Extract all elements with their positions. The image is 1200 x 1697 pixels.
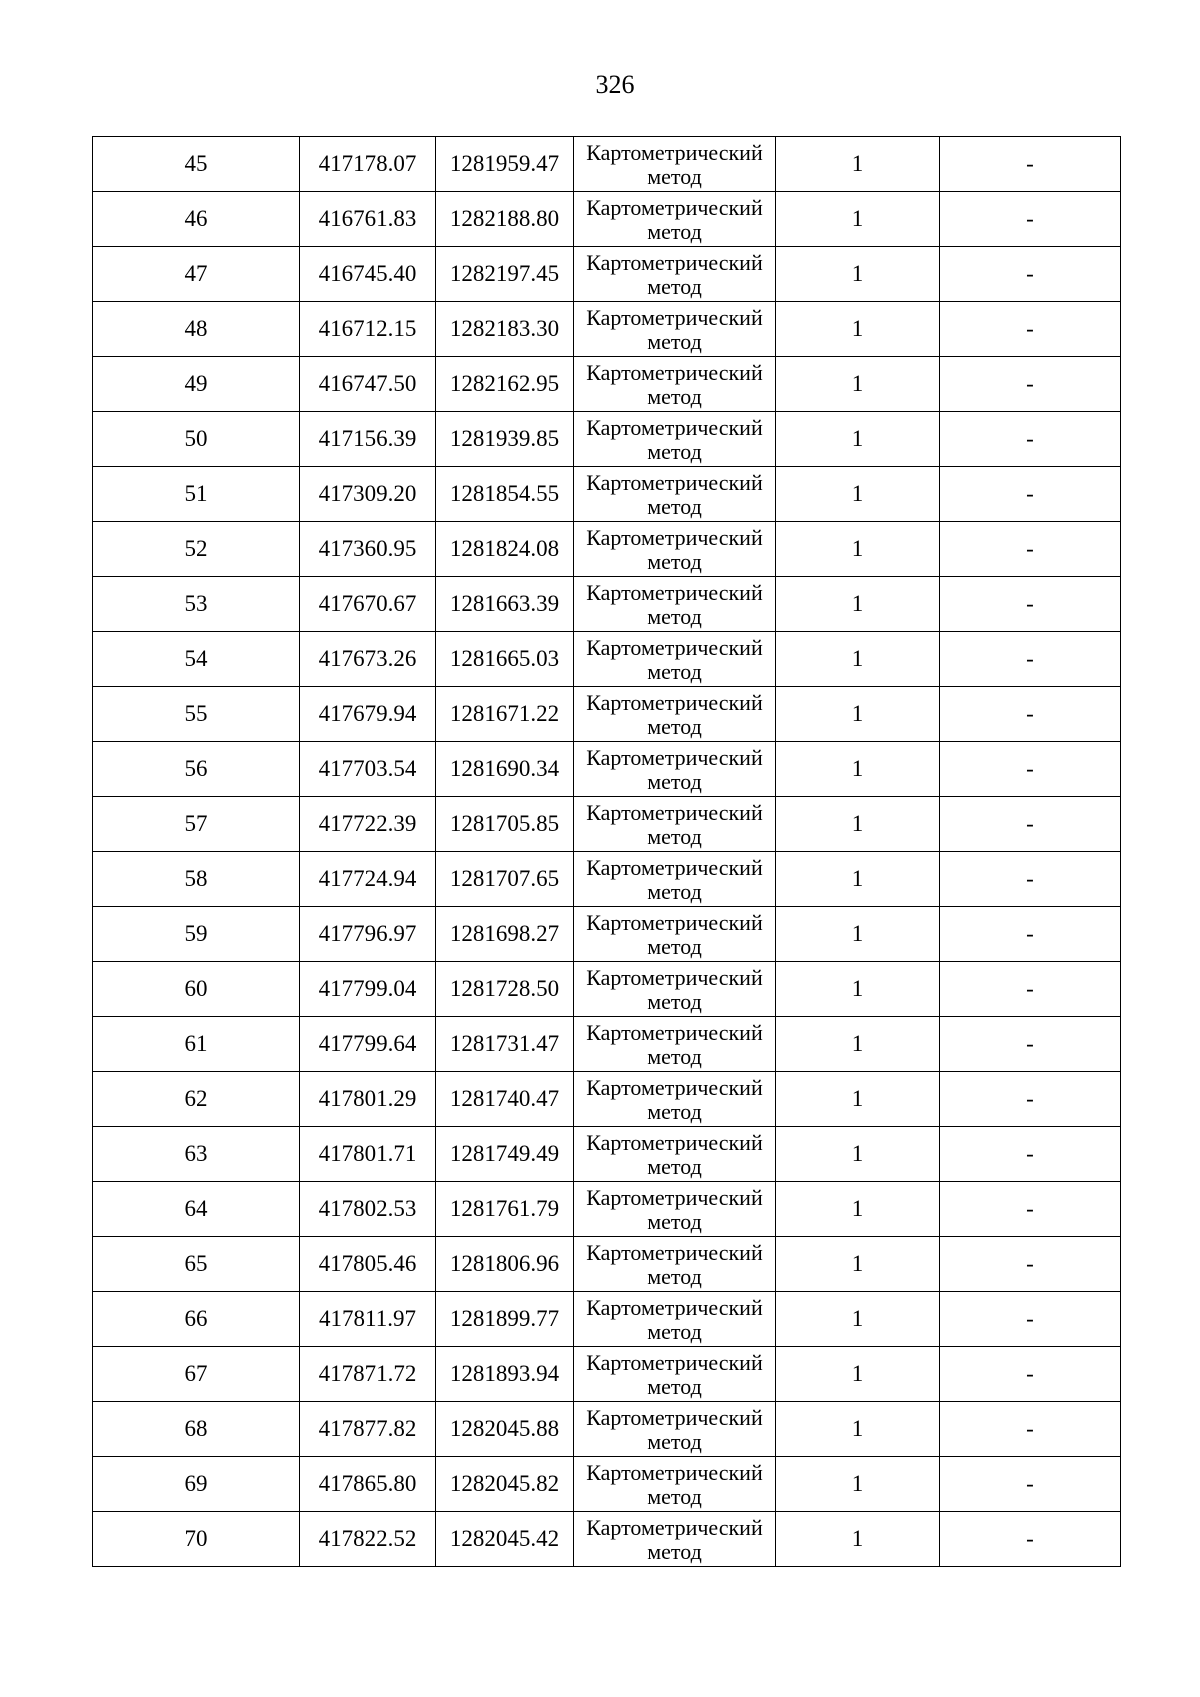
note-cell: - — [940, 412, 1121, 467]
accuracy-cell: 1 — [776, 467, 940, 522]
method-line-1: Картометрический — [586, 1075, 763, 1100]
method-line-2: метод — [647, 439, 702, 464]
point-number-cell: 69 — [93, 1457, 300, 1512]
method-line-2: метод — [647, 769, 702, 794]
accuracy-cell: 1 — [776, 1402, 940, 1457]
method-line-1: Картометрический — [586, 250, 763, 275]
point-number-cell: 58 — [93, 852, 300, 907]
x-coordinate-cell: 417802.53 — [300, 1182, 436, 1237]
note-cell: - — [940, 687, 1121, 742]
method-cell — [574, 742, 776, 797]
y-coordinate-cell: 1282045.42 — [436, 1512, 574, 1567]
method-line-2: метод — [647, 329, 702, 354]
point-number-cell: 64 — [93, 1182, 300, 1237]
accuracy-cell: 1 — [776, 1237, 940, 1292]
table-row — [93, 412, 1121, 467]
accuracy-cell: 1 — [776, 247, 940, 302]
method-line-2: метод — [647, 494, 702, 519]
accuracy-cell: 1 — [776, 577, 940, 632]
x-coordinate-cell: 417799.64 — [300, 1017, 436, 1072]
accuracy-cell: 1 — [776, 1512, 940, 1567]
note-cell: - — [940, 797, 1121, 852]
point-number-cell: 49 — [93, 357, 300, 412]
x-coordinate-cell: 417670.67 — [300, 577, 436, 632]
x-coordinate-cell: 417865.80 — [300, 1457, 436, 1512]
table-row — [93, 907, 1121, 962]
method-line-1: Картометрический — [586, 690, 763, 715]
accuracy-cell: 1 — [776, 852, 940, 907]
x-coordinate-cell: 417673.26 — [300, 632, 436, 687]
y-coordinate-cell: 1281939.85 — [436, 412, 574, 467]
method-line-1: Картометрический — [586, 580, 763, 605]
y-coordinate-cell: 1281707.65 — [436, 852, 574, 907]
method-cell — [574, 1017, 776, 1072]
table-row — [93, 302, 1121, 357]
y-coordinate-cell: 1282162.95 — [436, 357, 574, 412]
method-line-2: метод — [647, 1264, 702, 1289]
y-coordinate-cell: 1281671.22 — [436, 687, 574, 742]
point-number-cell: 62 — [93, 1072, 300, 1127]
method-line-2: метод — [647, 384, 702, 409]
note-cell: - — [940, 632, 1121, 687]
accuracy-cell: 1 — [776, 1017, 940, 1072]
point-number-cell: 63 — [93, 1127, 300, 1182]
method-line-2: метод — [647, 1044, 702, 1069]
note-cell: - — [940, 1182, 1121, 1237]
point-number-cell: 70 — [93, 1512, 300, 1567]
note-cell: - — [940, 1457, 1121, 1512]
method-cell — [574, 1457, 776, 1512]
method-line-2: метод — [647, 604, 702, 629]
point-number-cell: 45 — [93, 137, 300, 192]
method-line-1: Картометрический — [586, 745, 763, 770]
table-row — [93, 797, 1121, 852]
point-number-cell: 57 — [93, 797, 300, 852]
y-coordinate-cell: 1282183.30 — [436, 302, 574, 357]
accuracy-cell: 1 — [776, 1457, 940, 1512]
y-coordinate-cell: 1281761.79 — [436, 1182, 574, 1237]
y-coordinate-cell: 1281740.47 — [436, 1072, 574, 1127]
method-cell — [574, 1512, 776, 1567]
method-line-1: Картометрический — [586, 195, 763, 220]
accuracy-cell: 1 — [776, 742, 940, 797]
accuracy-cell: 1 — [776, 1127, 940, 1182]
table-row — [93, 522, 1121, 577]
method-line-1: Картометрический — [586, 525, 763, 550]
y-coordinate-cell: 1281899.77 — [436, 1292, 574, 1347]
y-coordinate-cell: 1281806.96 — [436, 1237, 574, 1292]
accuracy-cell: 1 — [776, 907, 940, 962]
accuracy-cell: 1 — [776, 137, 940, 192]
point-number-cell: 56 — [93, 742, 300, 797]
method-line-1: Картометрический — [586, 1460, 763, 1485]
accuracy-cell: 1 — [776, 192, 940, 247]
point-number-cell: 48 — [93, 302, 300, 357]
method-line-1: Картометрический — [586, 1405, 763, 1430]
table-row — [93, 1072, 1121, 1127]
method-line-1: Картометрический — [586, 415, 763, 440]
point-number-cell: 68 — [93, 1402, 300, 1457]
x-coordinate-cell: 417703.54 — [300, 742, 436, 797]
x-coordinate-cell: 417156.39 — [300, 412, 436, 467]
accuracy-cell: 1 — [776, 1292, 940, 1347]
method-line-1: Картометрический — [586, 360, 763, 385]
table-row — [93, 1127, 1121, 1182]
method-cell — [574, 632, 776, 687]
y-coordinate-cell: 1282188.80 — [436, 192, 574, 247]
method-cell — [574, 302, 776, 357]
method-cell — [574, 412, 776, 467]
page-number: 326 — [595, 70, 635, 99]
method-cell — [574, 577, 776, 632]
method-line-2: метод — [647, 989, 702, 1014]
note-cell: - — [940, 467, 1121, 522]
point-number-cell: 46 — [93, 192, 300, 247]
x-coordinate-cell: 416761.83 — [300, 192, 436, 247]
method-line-1: Картометрический — [586, 800, 763, 825]
method-line-1: Картометрический — [586, 855, 763, 880]
point-number-cell: 52 — [93, 522, 300, 577]
table-row — [93, 1457, 1121, 1512]
method-line-2: метод — [647, 1539, 702, 1564]
method-line-1: Картометрический — [586, 965, 763, 990]
note-cell: - — [940, 522, 1121, 577]
method-line-2: метод — [647, 219, 702, 244]
accuracy-cell: 1 — [776, 687, 940, 742]
x-coordinate-cell: 417805.46 — [300, 1237, 436, 1292]
y-coordinate-cell: 1281959.47 — [436, 137, 574, 192]
y-coordinate-cell: 1281698.27 — [436, 907, 574, 962]
point-number-cell: 66 — [93, 1292, 300, 1347]
method-cell — [574, 1292, 776, 1347]
coordinates-table — [92, 136, 1121, 1567]
table-row — [93, 962, 1121, 1017]
table-row — [93, 467, 1121, 522]
method-line-2: метод — [647, 1154, 702, 1179]
note-cell: - — [940, 1237, 1121, 1292]
y-coordinate-cell: 1282045.88 — [436, 1402, 574, 1457]
x-coordinate-cell: 417822.52 — [300, 1512, 436, 1567]
y-coordinate-cell: 1281824.08 — [436, 522, 574, 577]
accuracy-cell: 1 — [776, 1072, 940, 1127]
table-row — [93, 1182, 1121, 1237]
method-line-2: метод — [647, 714, 702, 739]
table-row — [93, 192, 1121, 247]
method-line-1: Картометрический — [586, 1240, 763, 1265]
x-coordinate-cell: 417796.97 — [300, 907, 436, 962]
point-number-cell: 53 — [93, 577, 300, 632]
table-row — [93, 247, 1121, 302]
x-coordinate-cell: 417724.94 — [300, 852, 436, 907]
y-coordinate-cell: 1281893.94 — [436, 1347, 574, 1402]
note-cell: - — [940, 247, 1121, 302]
note-cell: - — [940, 852, 1121, 907]
table-row — [93, 1402, 1121, 1457]
method-line-1: Картометрический — [586, 470, 763, 495]
coordinates-table-body — [93, 137, 1121, 1567]
method-cell — [574, 1072, 776, 1127]
y-coordinate-cell: 1281665.03 — [436, 632, 574, 687]
x-coordinate-cell: 417811.97 — [300, 1292, 436, 1347]
method-line-1: Картометрический — [586, 1130, 763, 1155]
x-coordinate-cell: 417801.29 — [300, 1072, 436, 1127]
method-line-1: Картометрический — [586, 1515, 763, 1540]
method-cell — [574, 137, 776, 192]
method-cell — [574, 907, 776, 962]
point-number-cell: 61 — [93, 1017, 300, 1072]
note-cell: - — [940, 1017, 1121, 1072]
note-cell: - — [940, 137, 1121, 192]
table-row — [93, 852, 1121, 907]
x-coordinate-cell: 416747.50 — [300, 357, 436, 412]
method-line-2: метод — [647, 659, 702, 684]
y-coordinate-cell: 1281663.39 — [436, 577, 574, 632]
method-cell — [574, 192, 776, 247]
method-line-2: метод — [647, 549, 702, 574]
table-row — [93, 1017, 1121, 1072]
table-row — [93, 1237, 1121, 1292]
method-cell — [574, 467, 776, 522]
method-cell — [574, 357, 776, 412]
point-number-cell: 65 — [93, 1237, 300, 1292]
accuracy-cell: 1 — [776, 1182, 940, 1237]
x-coordinate-cell: 417799.04 — [300, 962, 436, 1017]
method-line-2: метод — [647, 1484, 702, 1509]
table-row — [93, 632, 1121, 687]
note-cell: - — [940, 1072, 1121, 1127]
accuracy-cell: 1 — [776, 522, 940, 577]
method-line-2: метод — [647, 274, 702, 299]
y-coordinate-cell: 1281731.47 — [436, 1017, 574, 1072]
method-cell — [574, 852, 776, 907]
table-row — [93, 687, 1121, 742]
table-row — [93, 357, 1121, 412]
method-cell — [574, 687, 776, 742]
method-cell — [574, 1347, 776, 1402]
note-cell: - — [940, 1402, 1121, 1457]
note-cell: - — [940, 1512, 1121, 1567]
method-line-1: Картометрический — [586, 1295, 763, 1320]
method-cell — [574, 247, 776, 302]
method-cell — [574, 962, 776, 1017]
table-row — [93, 1292, 1121, 1347]
accuracy-cell: 1 — [776, 302, 940, 357]
method-cell — [574, 1182, 776, 1237]
x-coordinate-cell: 417309.20 — [300, 467, 436, 522]
accuracy-cell: 1 — [776, 632, 940, 687]
method-line-2: метод — [647, 934, 702, 959]
x-coordinate-cell: 417178.07 — [300, 137, 436, 192]
table-row — [93, 137, 1121, 192]
method-line-2: метод — [647, 824, 702, 849]
y-coordinate-cell: 1282197.45 — [436, 247, 574, 302]
note-cell: - — [940, 1292, 1121, 1347]
method-line-2: метод — [647, 1099, 702, 1124]
y-coordinate-cell: 1282045.82 — [436, 1457, 574, 1512]
note-cell: - — [940, 577, 1121, 632]
method-line-2: метод — [647, 1429, 702, 1454]
method-cell — [574, 1237, 776, 1292]
y-coordinate-cell: 1281728.50 — [436, 962, 574, 1017]
method-line-2: метод — [647, 1209, 702, 1234]
y-coordinate-cell: 1281749.49 — [436, 1127, 574, 1182]
x-coordinate-cell: 417679.94 — [300, 687, 436, 742]
accuracy-cell: 1 — [776, 1347, 940, 1402]
method-line-2: метод — [647, 1319, 702, 1344]
note-cell: - — [940, 1347, 1121, 1402]
y-coordinate-cell: 1281854.55 — [436, 467, 574, 522]
method-line-2: метод — [647, 164, 702, 189]
method-line-1: Картометрический — [586, 1350, 763, 1375]
note-cell: - — [940, 302, 1121, 357]
point-number-cell: 67 — [93, 1347, 300, 1402]
x-coordinate-cell: 417360.95 — [300, 522, 436, 577]
note-cell: - — [940, 962, 1121, 1017]
x-coordinate-cell: 417877.82 — [300, 1402, 436, 1457]
method-cell — [574, 797, 776, 852]
method-line-1: Картометрический — [586, 910, 763, 935]
y-coordinate-cell: 1281690.34 — [436, 742, 574, 797]
y-coordinate-cell: 1281705.85 — [436, 797, 574, 852]
table-row — [93, 577, 1121, 632]
point-number-cell: 54 — [93, 632, 300, 687]
method-line-1: Картометрический — [586, 635, 763, 660]
accuracy-cell: 1 — [776, 797, 940, 852]
table-row — [93, 742, 1121, 797]
point-number-cell: 59 — [93, 907, 300, 962]
method-line-1: Картометрический — [586, 1020, 763, 1045]
point-number-cell: 55 — [93, 687, 300, 742]
method-cell — [574, 522, 776, 577]
method-line-1: Картометрический — [586, 1185, 763, 1210]
note-cell: - — [940, 192, 1121, 247]
point-number-cell: 50 — [93, 412, 300, 467]
x-coordinate-cell: 416745.40 — [300, 247, 436, 302]
accuracy-cell: 1 — [776, 412, 940, 467]
note-cell: - — [940, 1127, 1121, 1182]
accuracy-cell: 1 — [776, 357, 940, 412]
x-coordinate-cell: 417871.72 — [300, 1347, 436, 1402]
method-cell — [574, 1127, 776, 1182]
method-cell — [574, 1402, 776, 1457]
note-cell: - — [940, 907, 1121, 962]
point-number-cell: 51 — [93, 467, 300, 522]
accuracy-cell: 1 — [776, 962, 940, 1017]
table-row — [93, 1347, 1121, 1402]
method-line-1: Картометрический — [586, 140, 763, 165]
point-number-cell: 47 — [93, 247, 300, 302]
note-cell: - — [940, 742, 1121, 797]
method-line-2: метод — [647, 1374, 702, 1399]
method-line-2: метод — [647, 879, 702, 904]
table-row — [93, 1512, 1121, 1567]
x-coordinate-cell: 417722.39 — [300, 797, 436, 852]
x-coordinate-cell: 417801.71 — [300, 1127, 436, 1182]
point-number-cell: 60 — [93, 962, 300, 1017]
x-coordinate-cell: 416712.15 — [300, 302, 436, 357]
note-cell: - — [940, 357, 1121, 412]
method-line-1: Картометрический — [586, 305, 763, 330]
